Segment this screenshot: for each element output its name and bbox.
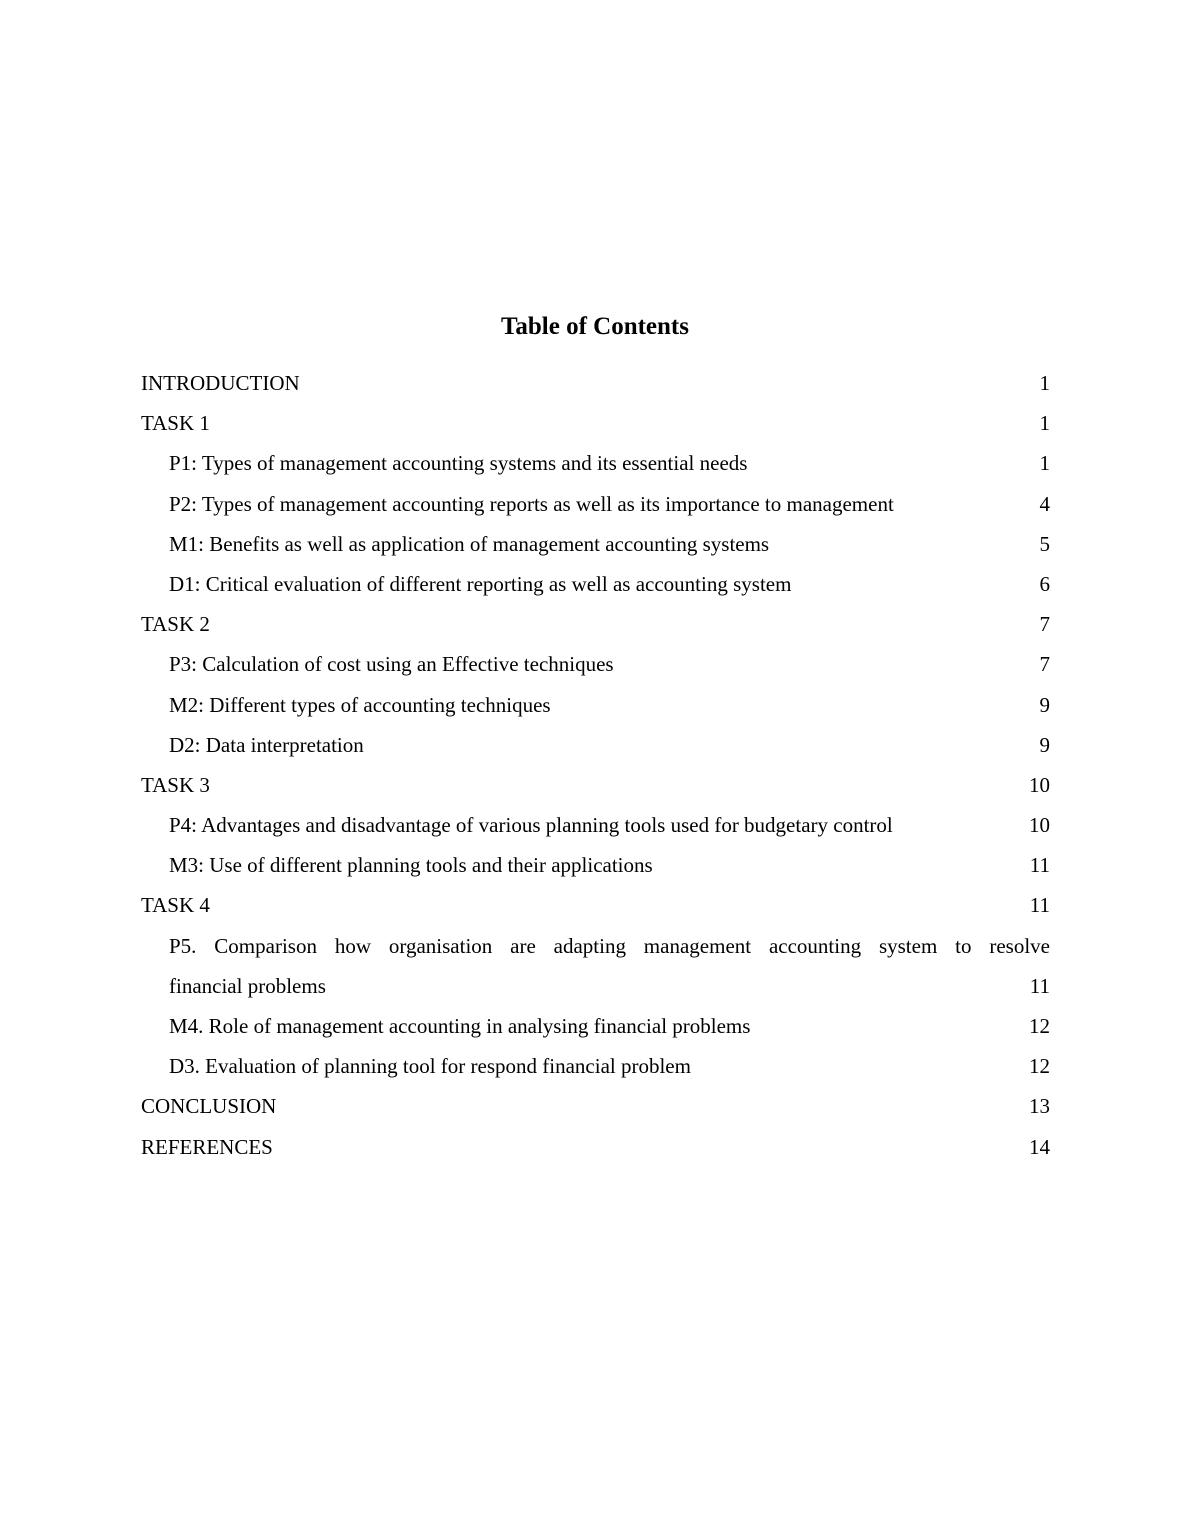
toc-entry-d3[interactable] — [141, 1046, 1050, 1086]
toc-entry-m3[interactable] — [141, 845, 1050, 885]
toc-entry-m4[interactable] — [141, 1006, 1050, 1046]
toc-entry-conclusion[interactable] — [141, 1086, 1050, 1126]
toc-entry-label: TASK 2 — [141, 612, 210, 637]
toc-entry-p5[interactable] — [141, 926, 1050, 1006]
toc-list — [141, 363, 1050, 1167]
toc-entry-label: REFERENCES — [141, 1134, 273, 1159]
toc-title: Table of Contents — [501, 313, 689, 340]
toc-entry-page: 10 — [1028, 805, 1050, 845]
toc-entry-label: D1: Critical evaluation of different reporting as well as accounting system — [169, 571, 792, 596]
toc-entry-task-2[interactable] — [141, 604, 1050, 644]
toc-entry-page: 9 — [1039, 725, 1051, 765]
toc-entry-page: 12 — [1028, 1006, 1050, 1046]
toc-entry-label: M3: Use of different planning tools and their applications — [169, 853, 653, 878]
toc-entry-label: M2: Different types of accounting techniques — [169, 692, 551, 717]
toc-entry-task-1[interactable] — [141, 403, 1050, 443]
toc-entry-label: P1: Types of management accounting systems and its essential needs — [169, 451, 748, 476]
toc-entry-label: D2: Data interpretation — [169, 732, 364, 757]
toc-entry-label: TASK 1 — [141, 411, 210, 436]
toc-entry-references[interactable] — [141, 1127, 1050, 1167]
toc-entry-label-line1: P5. Comparison how organisation are adapting management accounting system to resolve — [169, 933, 1050, 958]
toc-entry-p3[interactable] — [141, 644, 1050, 684]
toc-entry-label: INTRODUCTION — [141, 371, 300, 395]
toc-entry-page: 9 — [1039, 685, 1051, 725]
toc-entry-page: 13 — [1028, 1086, 1050, 1126]
toc-entry-d2[interactable] — [141, 725, 1050, 765]
toc-entry-page: 10 — [1028, 765, 1050, 805]
toc-entry-m1[interactable] — [141, 524, 1050, 564]
toc-entry-line2 — [169, 966, 1050, 1006]
toc-entry-page: 4 — [1039, 484, 1051, 524]
toc-entry-page: 1 — [1039, 443, 1051, 483]
toc-entry-p4[interactable] — [141, 805, 1050, 845]
toc-entry-label: M1: Benefits as well as application of management accounting systems — [169, 531, 770, 556]
toc-entry-label: P3: Calculation of cost using an Effective techniques — [169, 652, 614, 677]
toc-entry-d1[interactable] — [141, 564, 1050, 604]
toc-entry-page: 11 — [1029, 885, 1050, 925]
toc-entry-introduction[interactable] — [141, 363, 1050, 403]
toc-entry-label: P2: Types of management accounting reports as well as its importance to management — [169, 491, 894, 516]
toc-entry-label: CONCLUSION — [141, 1094, 277, 1119]
toc-entry-page: 7 — [1039, 604, 1051, 644]
toc-entry-page: 11 — [1029, 845, 1050, 885]
toc-entry-page: 11 — [1029, 966, 1050, 1006]
toc-entry-label-line2: financial problems — [169, 973, 326, 998]
toc-entry-label: TASK 3 — [141, 772, 210, 797]
toc-entry-label: D3. Evaluation of planning tool for respond financial problem — [169, 1054, 691, 1079]
toc-entry-p1[interactable] — [141, 443, 1050, 483]
toc-entry-page: 7 — [1039, 644, 1051, 684]
toc-entry-page: 5 — [1039, 524, 1051, 564]
toc-entry-m2[interactable] — [141, 685, 1050, 725]
toc-entry-page: 12 — [1028, 1046, 1050, 1086]
toc-entry-page: 6 — [1039, 564, 1051, 604]
toc-entry-task-3[interactable] — [141, 765, 1050, 805]
toc-entry-page: 14 — [1028, 1127, 1050, 1167]
toc-entry-p2[interactable] — [141, 484, 1050, 524]
toc-entry-label: P4: Advantages and disadvantage of various planning tools used for budgetary control — [169, 813, 893, 838]
toc-entry-task-4[interactable] — [141, 885, 1050, 925]
toc-entry-page: 1 — [1039, 363, 1051, 403]
toc-entry-page: 1 — [1039, 403, 1051, 443]
toc-entry-label: M4. Role of management accounting in analysing financial problems — [169, 1014, 751, 1039]
toc-entry-label: TASK 4 — [141, 893, 210, 918]
